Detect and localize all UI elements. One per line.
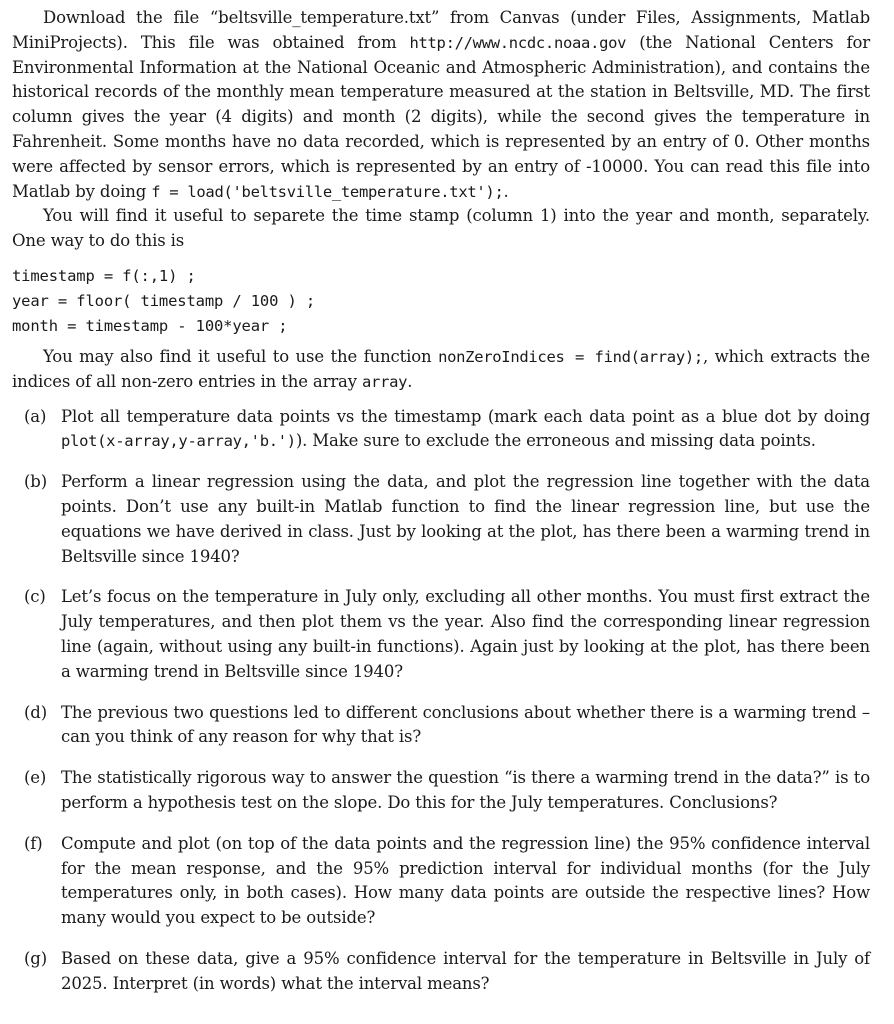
question-text: The statistically rigorous way to answer the question “is there a warming trend in the data?” is to perform a hypothesis test on the slope. Do this for the July temperatures. Conclusions? bbox=[61, 768, 870, 812]
code-line: year = floor( timestamp / 100 ) ; bbox=[12, 291, 315, 310]
question-label: (d) bbox=[24, 702, 47, 722]
question-list bbox=[12, 405, 870, 997]
question-a bbox=[12, 405, 870, 455]
question-text: ). Make sure to exclude the erroneous and missing data points. bbox=[295, 431, 816, 451]
question-f bbox=[12, 832, 870, 931]
intro-text: You may also find it useful to use the function bbox=[43, 346, 439, 366]
question-text: Let’s focus on the temperature in July only, excluding all other months. You must first extract the July temperatures, and then plot them vs the year. Also find the corresponding linear regression line (again, without using any built-in functions). Again just by looking at the plot, has there been a warming trend in Beltsville since 1940? bbox=[61, 587, 870, 681]
question-d bbox=[12, 701, 870, 751]
intro-text: , which extracts the indices of all non-zero entries in the array bbox=[12, 346, 870, 391]
question-b bbox=[12, 470, 870, 569]
question-text: Plot all temperature data points vs the timestamp (mark each data point as a blue dot by doing bbox=[61, 406, 870, 426]
intro-paragraph-3 bbox=[12, 345, 870, 395]
intro-text: Download the file “beltsville_temperature.txt” from Canvas (under Files, Assignments, Matlab MiniProjects). This file was obtained from bbox=[12, 8, 870, 52]
find-command: nonZeroIndices = find(array); bbox=[438, 347, 703, 366]
question-c bbox=[12, 585, 870, 684]
question-e bbox=[12, 766, 870, 816]
question-label: (a) bbox=[24, 406, 47, 426]
intro-paragraph-1 bbox=[12, 6, 870, 204]
question-text: Compute and plot (on top of the data points and the regression line) the 95% confidence interval for the mean response, and the 95% prediction interval for individual months (for the July temperatures only, in both cases). How many data points are outside the respective lines? How many would you expect to be outside? bbox=[61, 833, 870, 928]
load-command: f = load('beltsville_temperature.txt'); bbox=[151, 182, 504, 201]
intro-text: . bbox=[407, 371, 413, 391]
question-label: (f) bbox=[24, 833, 43, 853]
code-block bbox=[12, 264, 870, 339]
question-g bbox=[12, 947, 870, 997]
intro-text: . bbox=[503, 181, 509, 201]
question-text: The previous two questions led to different conclusions about whether there is a warming trend – can you think of any reason for why that is? bbox=[61, 702, 870, 747]
code-line: timestamp = f(:,1) ; bbox=[12, 266, 196, 285]
intro-paragraph-2: You will find it useful to separete the time stamp (column 1) into the year and month, separately. One way to do this is bbox=[12, 206, 870, 251]
noaa-url: http://www.ncdc.noaa.gov bbox=[409, 33, 627, 52]
question-label: (g) bbox=[24, 948, 47, 968]
question-label: (e) bbox=[24, 768, 47, 788]
array-variable: array bbox=[362, 372, 408, 391]
question-text: Perform a linear regression using the data, and plot the regression line together with the data points. Don’t use any built-in Matlab function to find the linear regression line, but use the equations we have derived in class. Just by looking at the plot, has there been a warming trend in Beltsville since 1940? bbox=[61, 472, 870, 566]
question-text: Based on these data, give a 95% confidence interval for the temperature in Beltsville in July of 2025. Interpret (in words) what the interval means? bbox=[61, 948, 870, 993]
question-label: (c) bbox=[24, 587, 46, 607]
intro-text: (the National Centers for Environmental Information at the National Oceanic and Atmospheric Administration), and contains the historical records of the monthly mean temperature measured at the station in Beltsville, MD. The first column gives the year (4 digits) and month (2 digits), while the second gives the temperature in Fahrenheit. Some months have no data recorded, which is represented by an entry of 0. Other months were affected by sensor errors, which is represented by an entry of -10000. You can read this file into Matlab by doing bbox=[12, 32, 870, 201]
question-label: (b) bbox=[24, 472, 47, 492]
code-line: month = timestamp - 100*year ; bbox=[12, 316, 288, 335]
plot-command: plot(x-array,y-array,'b.') bbox=[61, 432, 296, 451]
